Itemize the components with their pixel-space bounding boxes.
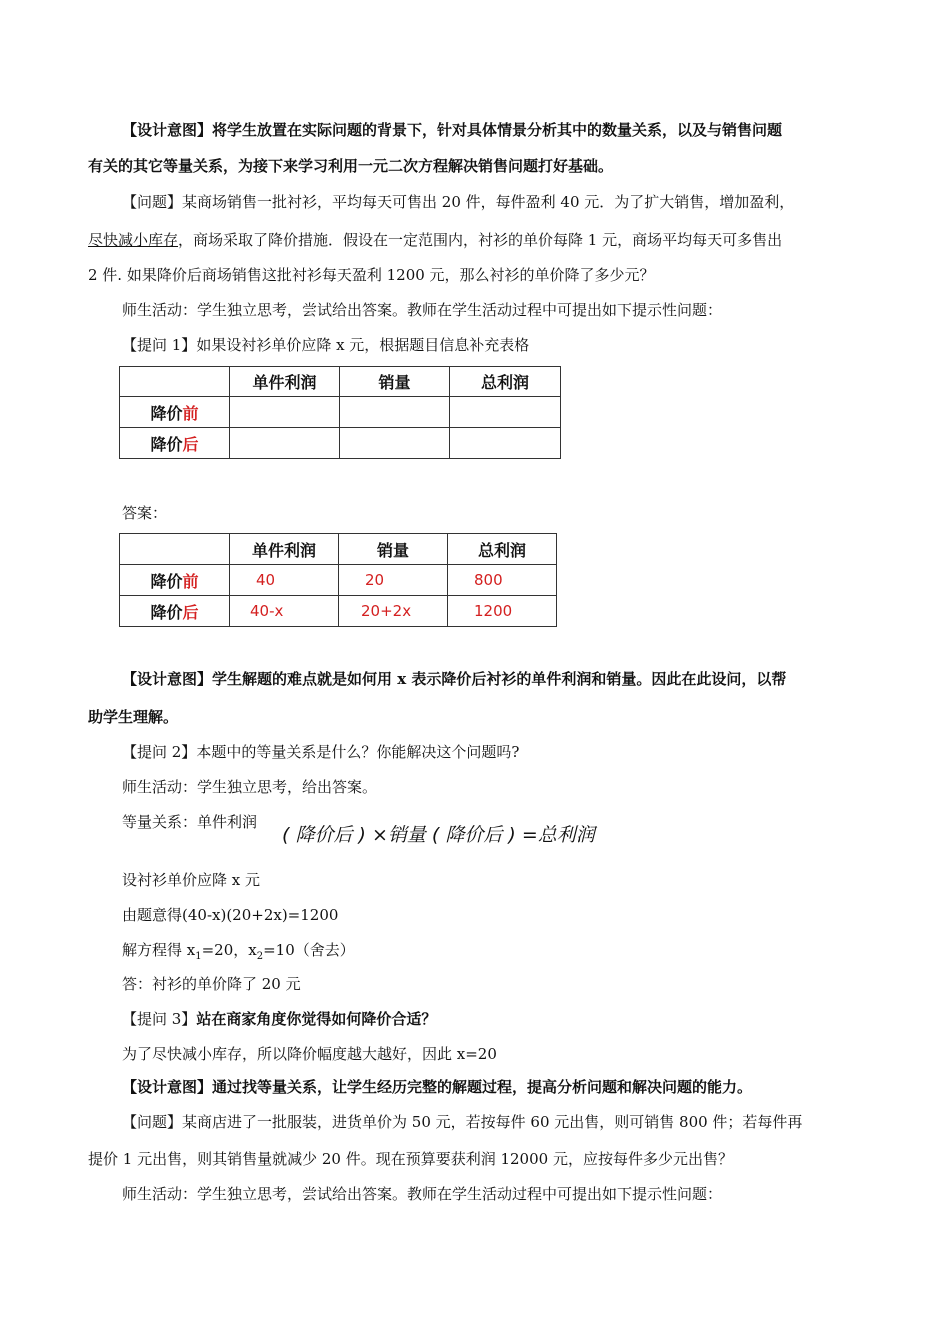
design-intent-3: 【设计意图】通过找等量关系，让学生经历完整的解题过程，提高分析问题和解决问题的能力。 (122, 1078, 753, 1096)
answer-table (119, 533, 557, 627)
activity-1: 师生活动：学生独立思考，尝试给出答案。教师在学生活动过程中可提出如下提示性问题： (122, 301, 723, 319)
table-row (120, 596, 557, 627)
blank-cell (230, 428, 340, 459)
row-label-before: 降价前 (120, 565, 230, 596)
row-label-after: 降价后 (120, 596, 230, 627)
activity-2: 师生活动：学生独立思考，给出答案。 (122, 778, 378, 796)
answer-cell: 1200 (448, 596, 557, 627)
problem-2-line-2: 提价 1 元出售，则其销售量就减少 20 件。现在预算要获利润 12000 元，应按每件多少元出售？ (88, 1150, 733, 1168)
solution-step-3: 解方程得 $x_1=20$，$x_2=10$（舍去） (122, 941, 355, 962)
table-row (120, 428, 561, 459)
row-label-before: 降价前 (120, 397, 230, 428)
prompt-1: 【提问 1】如果设衬衫单价应降 x 元，根据题目信息补充表格 (122, 336, 530, 354)
design-intent-1-line-1: 【设计意图】将学生放置在实际问题的背景下，针对具体情景分析其中的数量关系，以及与销售问题 (122, 121, 783, 139)
blank-cell (230, 397, 340, 428)
blank-cell (450, 397, 561, 428)
problem-2-line-1: 【问题】某商店进了一批服装，进货单价为 50 元，若按每件 60 元出售，则可销售 800 件；若每件再 (122, 1113, 803, 1131)
answer-cell: 800 (448, 565, 557, 596)
problem-1-line-2: 尽快减小库存，商场采取了降价措施．假设在一定范围内，衬衫的单价每降 1 元，商场平均每天可多售出 (88, 231, 783, 249)
equation-label: 等量关系：单件利润 (122, 813, 258, 831)
answer-cell: 40-x (230, 596, 339, 627)
prompt-3-answer: 为了尽快减小库存，所以降价幅度越大越好，因此 x=20 (122, 1045, 497, 1063)
table-row (120, 397, 561, 428)
underlined-phrase: 尽快减小库存 (88, 231, 179, 249)
prompt-2: 【提问 2】本题中的等量关系是什么？你能解决这个问题吗? (122, 743, 520, 761)
prompt-3: 【提问 3】站在商家角度你觉得如何降价合适？ (122, 1010, 437, 1028)
design-intent-1-line-2: 有关的其它等量关系，为接下来学习利用一元二次方程解决销售问题打好基础。 (88, 157, 614, 175)
design-intent-2-line-1: 【设计意图】学生解题的难点就是如何用 x 表示降价后衬衫的单件利润和销量。因此在此设问，以帮 (122, 670, 787, 688)
problem-1-line-1: 【问题】某商场销售一批衬衫，平均每天可售出 20 件，每件盈利 40 元．为了扩大销售，增加盈利， (122, 193, 795, 211)
activity-3: 师生活动：学生独立思考，尝试给出答案。教师在学生活动过程中可提出如下提示性问题： (122, 1185, 723, 1203)
answer-cell: 20+2x (339, 596, 448, 627)
answer-cell: 20 (339, 565, 448, 596)
blank-cell (340, 397, 450, 428)
answer-cell: 40 (230, 565, 339, 596)
problem-1-line-3: 2 件. 如果降价后商场销售这批衬衫每天盈利 1200 元，那么衬衫的单价降了多少元？ (88, 266, 655, 284)
solution-step-2: 由题意得(40-x)(20+2x)=1200 (122, 906, 339, 924)
solution-answer: 答：衬衫的单价降了 20 元 (122, 975, 301, 993)
row-label-after: 降价后 (120, 428, 230, 459)
table-row (120, 565, 557, 596)
table-header-row: 单件利润 销量 总利润 (120, 367, 561, 397)
blank-cell (340, 428, 450, 459)
answer-label: 答案： (122, 504, 168, 522)
table-header-row: 单件利润 销量 总利润 (120, 534, 557, 565)
blank-cell (450, 428, 561, 459)
solution-step-1: 设衬衫单价应降 x 元 (122, 871, 260, 889)
equation-formula: ( 降价后 ) ×销量 ( 降价后 ) =总利润 (282, 824, 595, 846)
design-intent-2-line-2: 助学生理解。 (88, 708, 179, 726)
fill-in-table (119, 366, 561, 459)
